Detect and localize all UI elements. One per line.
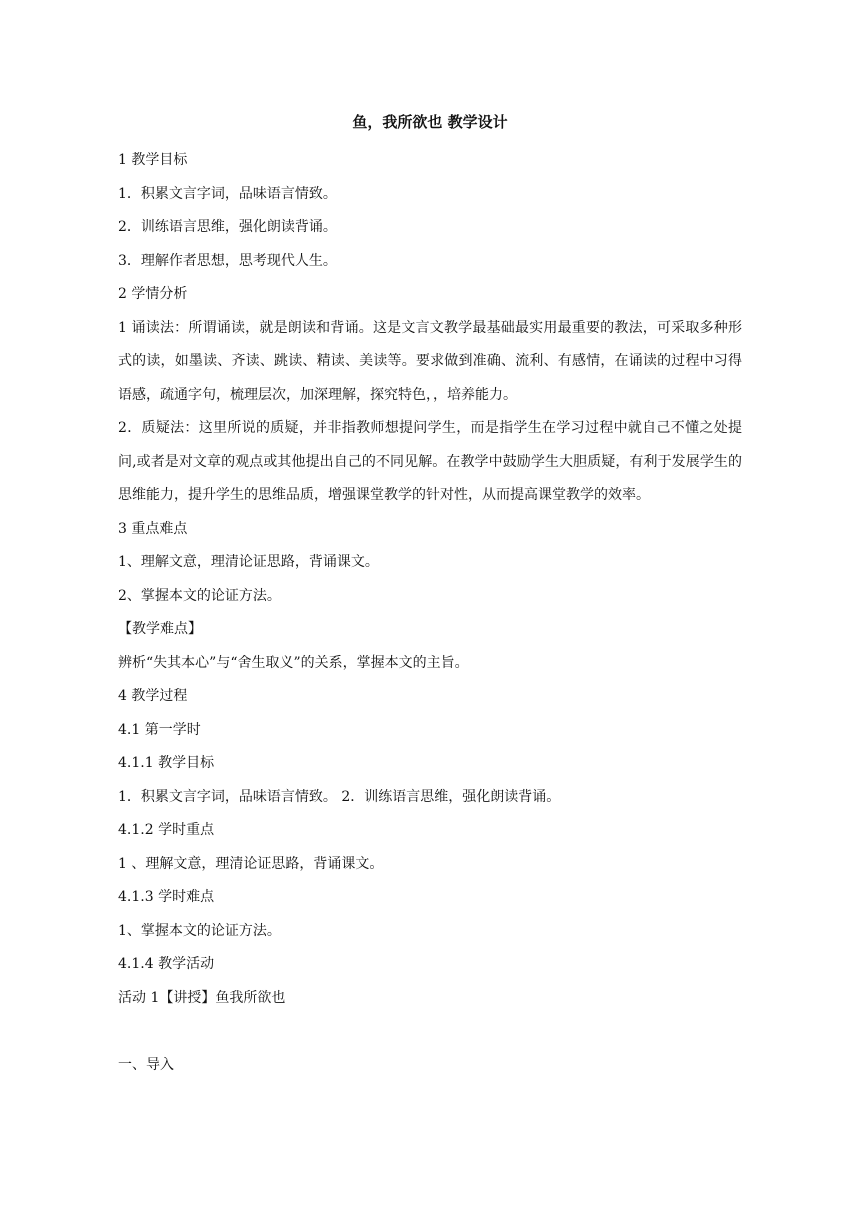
key-point-item: 2、掌握本文的论证方法。 xyxy=(118,587,281,604)
lesson-key-heading: 4.1.2 学时重点 xyxy=(118,822,215,838)
activity-title: 活动 1【讲授】鱼我所欲也 xyxy=(118,989,286,1006)
lesson-difficulty-text: 1、掌握本文的论证方法。 xyxy=(118,922,281,939)
difficulty-heading: 【教学难点】 xyxy=(118,621,202,637)
lesson-key-text: 1 、理解文意，理清论证思路，背诵课文。 xyxy=(118,855,384,872)
section-heading-key-points: 3 重点难点 xyxy=(118,520,188,537)
lesson-heading: 4.1 第一学时 xyxy=(118,721,201,738)
goal-item: 1．积累文言字词，品味语言情致。 xyxy=(118,185,337,202)
key-point-item: 1、理解文意，理清论证思路，背诵课文。 xyxy=(118,554,379,570)
lesson-activities-heading: 4.1.4 教学活动 xyxy=(118,956,215,972)
goal-item: 3．理解作者思想，思考现代人生。 xyxy=(118,252,337,269)
document-title: 鱼，我所欲也 教学设计 xyxy=(352,113,508,131)
lesson-goals-heading: 4.1.1 教学目标 xyxy=(118,755,215,771)
lesson-goals-text: 1．积累文言字词，品味语言情致。 2．训练语言思维，强化朗读背诵。 xyxy=(118,788,561,805)
difficulty-text: 辨析“失其本心”与“舍生取义”的关系，掌握本文的主旨。 xyxy=(118,654,469,671)
lesson-difficulty-heading: 4.1.3 学时难点 xyxy=(118,889,215,905)
analysis-paragraph-recitation: 1 诵读法：所谓诵读，就是朗读和背诵。这是文言文教学最基础最实用最重要的教法，可采取多种形式的读，如墨读、齐读、跳读、精读、美读等。要求做到准确、流利、有感情，在诵读的过程中习得语感，疏通字句，梳理层次，加深理解，探究特色，，培养能力。 xyxy=(118,319,742,403)
intro-heading: 一、导入 xyxy=(118,1056,174,1073)
section-heading-analysis: 2 学情分析 xyxy=(118,286,188,302)
document-body xyxy=(118,144,742,1082)
analysis-paragraph-questioning: 2．质疑法：这里所说的质疑，并非指教师想提问学生，而是指学生在学习过程中就自己不懂之处提问,或者是对文章的观点或其他提出自己的不同见解。在教学中鼓励学生大胆质疑，有利于发展学生的思维能力，提升学生的思维品质，增强课堂教学的针对性，从而提高课堂教学的效率。 xyxy=(118,420,742,503)
section-heading-process: 4 教学过程 xyxy=(118,688,188,704)
blank-line xyxy=(118,1015,742,1049)
goal-item: 2．训练语言思维，强化朗读背诵。 xyxy=(118,219,337,235)
section-heading-goals: 1 教学目标 xyxy=(118,152,188,168)
